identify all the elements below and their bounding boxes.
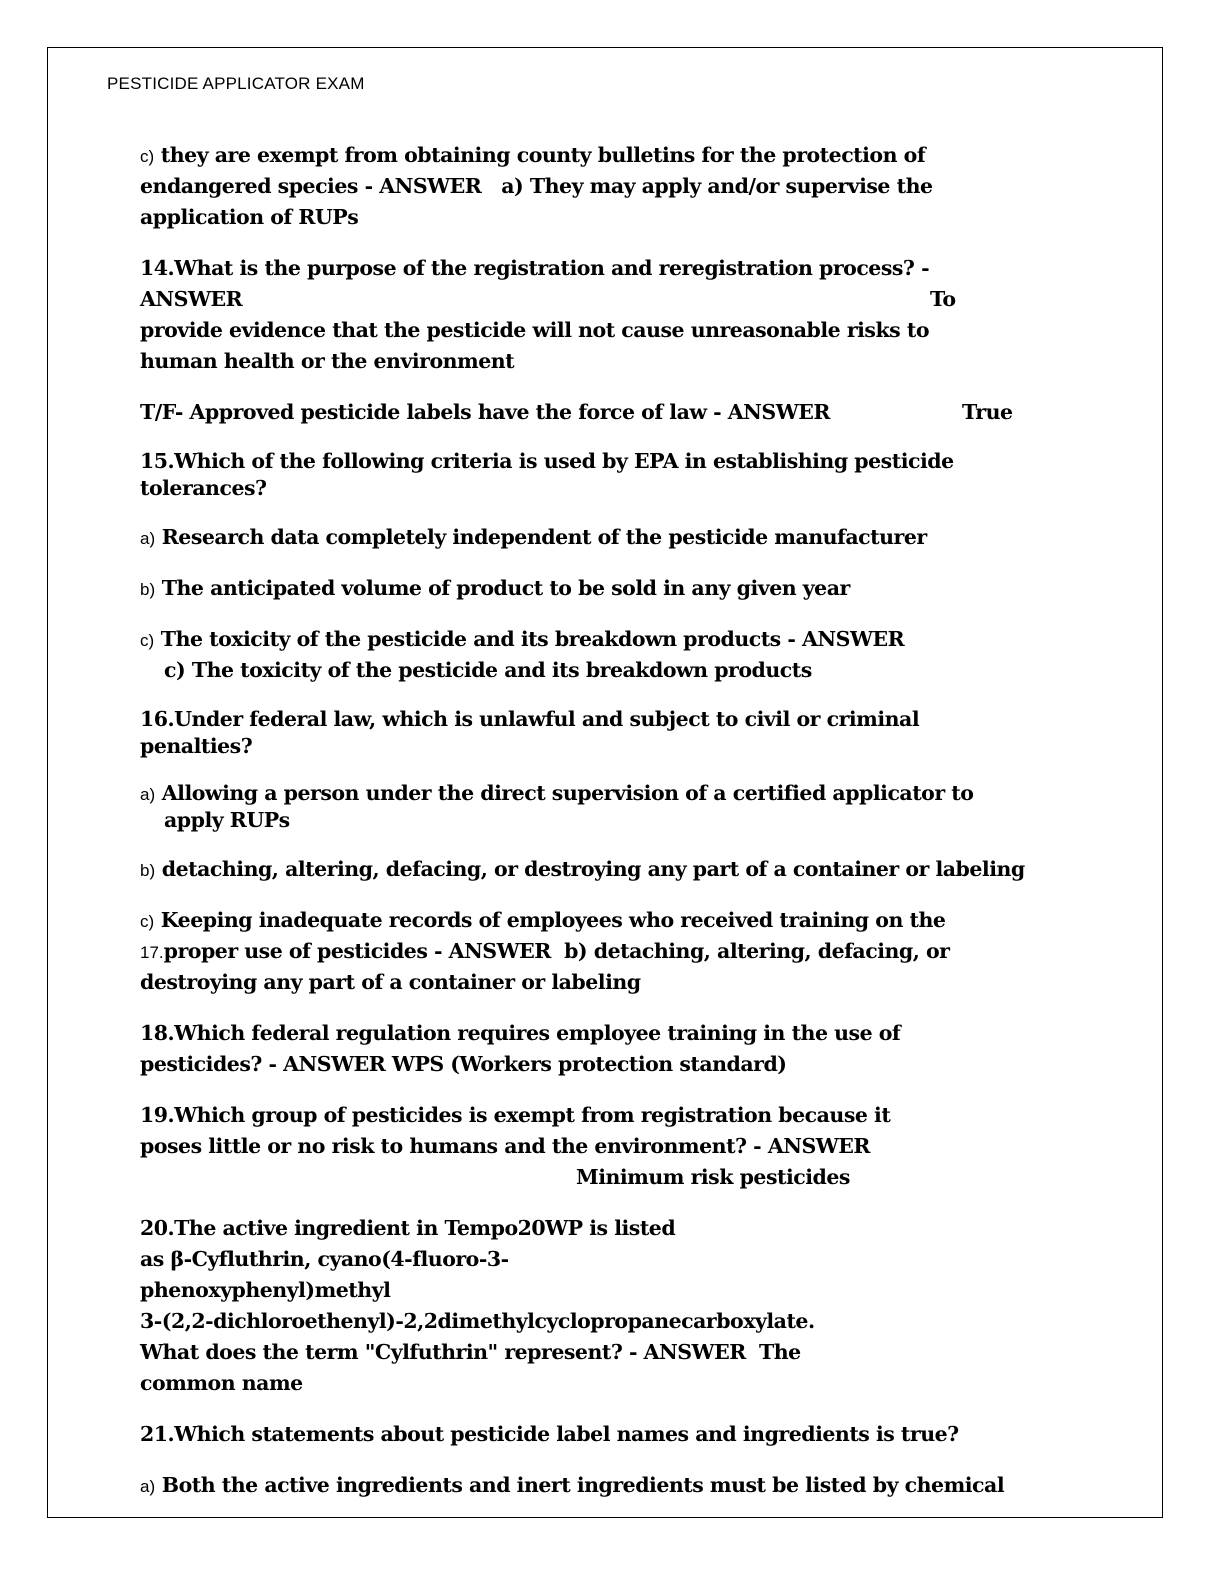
text-line: they are exempt from obtaining county bulletins for the protection of — [154, 143, 926, 167]
answer-text: destroying any part of a container or labeling — [140, 970, 641, 994]
option-marker: a) — [140, 1477, 156, 1496]
option-text: Research data completely independent of the pesticide manufacturer — [155, 525, 927, 549]
question-text: 21.Which statements about pesticide label names and ingredients is true? — [140, 1422, 959, 1446]
answer-text: True — [962, 400, 1013, 424]
option-text: Allowing a person under the direct supervision of a certified applicator to — [155, 781, 974, 805]
paragraph-13-continuation — [140, 140, 1130, 233]
question-text: 19.Which group of pesticides is exempt from registration because it — [140, 1103, 891, 1127]
option-21a — [140, 1470, 1130, 1501]
answer-text: human health or the environment — [140, 349, 515, 373]
text-line: endangered species - ANSWER a) They may apply and/or supervise the — [140, 174, 933, 198]
option-marker: b) — [140, 580, 156, 599]
option-15b — [140, 573, 1130, 604]
answer-text: provide evidence that the pesticide will not cause unreasonable risks to — [140, 318, 929, 342]
answer-text: c) The toxicity of the pesticide and its breakdown products — [164, 658, 812, 682]
option-15a — [140, 522, 1130, 553]
option-15c — [140, 624, 1130, 686]
question-20 — [140, 1213, 1130, 1399]
page-header: PESTICIDE APPLICATOR EXAM — [107, 74, 365, 93]
question-text: T/F- Approved pesticide labels have the force of law - ANSWER — [140, 400, 830, 424]
option-marker: c) — [140, 912, 155, 931]
question-15 — [140, 448, 1130, 502]
question-text: 15.Which of the following criteria is used by EPA in establishing pesticide — [140, 449, 954, 473]
answer-text: To — [930, 287, 956, 311]
option-16a — [140, 780, 1130, 834]
question-16 — [140, 706, 1130, 760]
question-number: 17. — [140, 943, 164, 962]
option-text: The anticipated volume of product to be sold in any given year — [155, 576, 850, 600]
question-18 — [140, 1018, 1130, 1080]
question-21 — [140, 1419, 1130, 1450]
option-text: The toxicity of the pesticide and its breakdown products - ANSWER — [154, 627, 905, 651]
question-text: as β-Cyfluthrin, cyano(4-fluoro-3- — [140, 1247, 509, 1271]
answer-label: ANSWER — [140, 287, 243, 311]
question-text: 3-(2,2-dichloroethenyl)-2,2dimethylcyclopropanecarboxylate. — [140, 1309, 815, 1333]
question-text: 18.Which federal regulation requires employee training in the use of — [140, 1021, 901, 1045]
option-marker: c) — [140, 631, 155, 650]
option-marker: b) — [140, 861, 156, 880]
option-marker: a) — [140, 529, 156, 548]
question-14 — [140, 253, 1130, 377]
answer-text: Minimum risk pesticides — [576, 1165, 850, 1189]
question-text: poses little or no risk to humans and the environment? - ANSWER — [140, 1134, 870, 1158]
question-text: tolerances? — [140, 476, 267, 500]
question-text: penalties? — [140, 734, 253, 758]
question-true-false — [140, 397, 1130, 428]
answer-text: common name — [140, 1371, 303, 1395]
question-text: What does the term "Cylfuthrin" represent? - ANSWER The — [140, 1340, 801, 1364]
option-text: apply RUPs — [164, 808, 290, 832]
document-body — [140, 140, 1130, 1521]
answer-text: pesticides? - ANSWER WPS (Workers protection standard) — [140, 1052, 787, 1076]
option-marker: c) — [140, 147, 155, 166]
question-text: 16.Under federal law, which is unlawful and subject to civil or criminal — [140, 707, 920, 731]
option-16c — [140, 905, 1130, 998]
answer-text: proper use of pesticides - ANSWER b) detaching, altering, defacing, or — [163, 939, 950, 963]
option-marker: a) — [140, 785, 156, 804]
question-text: 14.What is the purpose of the registration and reregistration process? - — [140, 256, 930, 280]
text-line: application of RUPs — [140, 205, 359, 229]
option-16b — [140, 854, 1130, 885]
question-19 — [140, 1100, 1130, 1193]
option-text: Keeping inadequate records of employees who received training on the — [154, 908, 946, 932]
question-text: phenoxyphenyl)methyl — [140, 1278, 391, 1302]
option-text: detaching, altering, defacing, or destroying any part of a container or labeling — [155, 857, 1025, 881]
option-text: Both the active ingredients and inert ingredients must be listed by chemical — [155, 1473, 1005, 1497]
question-text: 20.The active ingredient in Tempo20WP is listed — [140, 1216, 676, 1240]
